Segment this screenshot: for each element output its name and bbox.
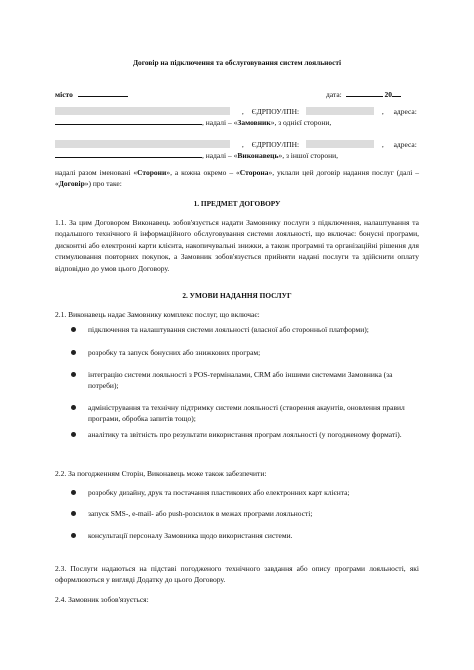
party2-code-field[interactable] — [306, 140, 374, 148]
date-line — [326, 89, 401, 100]
list-item: аналітику та звітність про результати використання програм лояльності (у погодженому форматі). — [88, 430, 402, 439]
party2-address-label: адреса: — [393, 140, 417, 149]
bullet-icon — [71, 327, 76, 332]
party1-address-label: адреса: — [393, 107, 417, 116]
party1-text: , надалі – « — [202, 118, 238, 127]
bullet-icon — [71, 372, 76, 377]
intro-paragraph: надалі разом іменовані «Сторони», а кожна окремо – «Сторона», уклали цей договір надання послуг (далі – «Договір») про таке: — [55, 168, 419, 189]
document-title: Договір на підключення та обслуговування систем лояльності — [132, 58, 342, 67]
party2-text: , надалі – « — [202, 151, 238, 160]
clause-2-4: 2.4. Замовник зобов'язується: — [55, 595, 149, 604]
party2-line1: , ЄДРПОУ/ІПН: , адреса: — [55, 139, 419, 150]
list-item: розробку дизайну, друк та постачання пластикових або електронних карт клієнта; — [88, 488, 350, 497]
party1-code-field[interactable] — [306, 107, 374, 115]
section1-paragraph: 1.1. За цим Договором Виконавець зобов'язується надати Замовнику послуги з підключення, налаштування та подальшого технічного й інформаційного обслуговування системи лояльності, що включає: бонусні програми, дисконтні або електронні карти клієнта, накопичувальні знижки, а також програмні та організаційні рішення для стимулювання повторних покупок, а Замовник зобов'язується прийняти надані послуги та здійснити оплату відповідно до умов цього Договору. — [55, 218, 419, 273]
party1-text2: », з однієї сторони, — [270, 118, 332, 127]
bullet-icon — [71, 490, 76, 495]
party2-role: Виконавець — [237, 151, 279, 160]
party2-code-label: ЄДРПОУ/ІПН: — [251, 140, 300, 149]
party1-code-label: ЄДРПОУ/ІПН: — [251, 107, 300, 116]
section1-heading: 1. ПРЕДМЕТ ДОГОВОРУ — [193, 199, 281, 208]
year-blank[interactable] — [392, 89, 401, 97]
list-item: розробку та запуск бонусних або знижкових програм; — [88, 348, 261, 357]
party1-line2 — [55, 117, 425, 128]
list-item: підключення та налаштування системи лояльності (власної або сторонньої платформи); — [88, 325, 369, 334]
clause-2-1: 2.1. Виконавець надає Замовнику комплекс послуг, що включає: — [55, 310, 260, 319]
clause-2-3: 2.3. Послуги надаються на підставі погодженого технічного завдання або опису програми лояльності, які оформлюються у вигляді Додатку до цього Договору. — [55, 564, 419, 585]
date-blank[interactable] — [346, 89, 383, 97]
city-line — [55, 89, 128, 100]
year-prefix: 20 — [384, 90, 392, 99]
list-item: запуск SMS-, e-mail- або push-розсилок в межах програми лояльності; — [88, 509, 313, 518]
bullet-icon — [71, 405, 76, 410]
party1-line1: , ЄДРПОУ/ІПН: , адреса: — [55, 106, 419, 117]
bullet-icon — [71, 533, 76, 538]
party2-line2 — [55, 150, 425, 161]
party1-address-blank[interactable] — [55, 117, 202, 125]
party1-role: Замовник — [237, 118, 271, 127]
city-label: місто — [55, 90, 73, 99]
list-item: консультації персоналу Замовника щодо використання системи. — [88, 531, 293, 540]
bullet-icon — [71, 432, 76, 437]
party2-text2: », з іншої сторони, — [278, 151, 339, 160]
clause-2-2: 2.2. За погодженням Сторін, Виконавець може також забезпечити: — [55, 469, 267, 478]
list-item: інтеграцію системи лояльності з POS-терміналами, CRM або іншими системами Замовника (за потреби); — [88, 370, 393, 391]
section2-heading: 2. УМОВИ НАДАННЯ ПОСЛУГ — [182, 291, 292, 300]
city-blank[interactable] — [78, 89, 128, 97]
bullet-icon — [71, 350, 76, 355]
party1-name-field[interactable] — [55, 107, 230, 115]
list-item: адміністрування та технічну підтримку системи лояльності (створення акаунтів, оновлення правил програми, обробка запитів тощо); — [88, 403, 405, 424]
party2-address-blank[interactable] — [55, 150, 202, 158]
party2-name-field[interactable] — [55, 140, 230, 148]
date-label: дата: — [326, 90, 342, 99]
bullet-icon — [71, 511, 76, 516]
